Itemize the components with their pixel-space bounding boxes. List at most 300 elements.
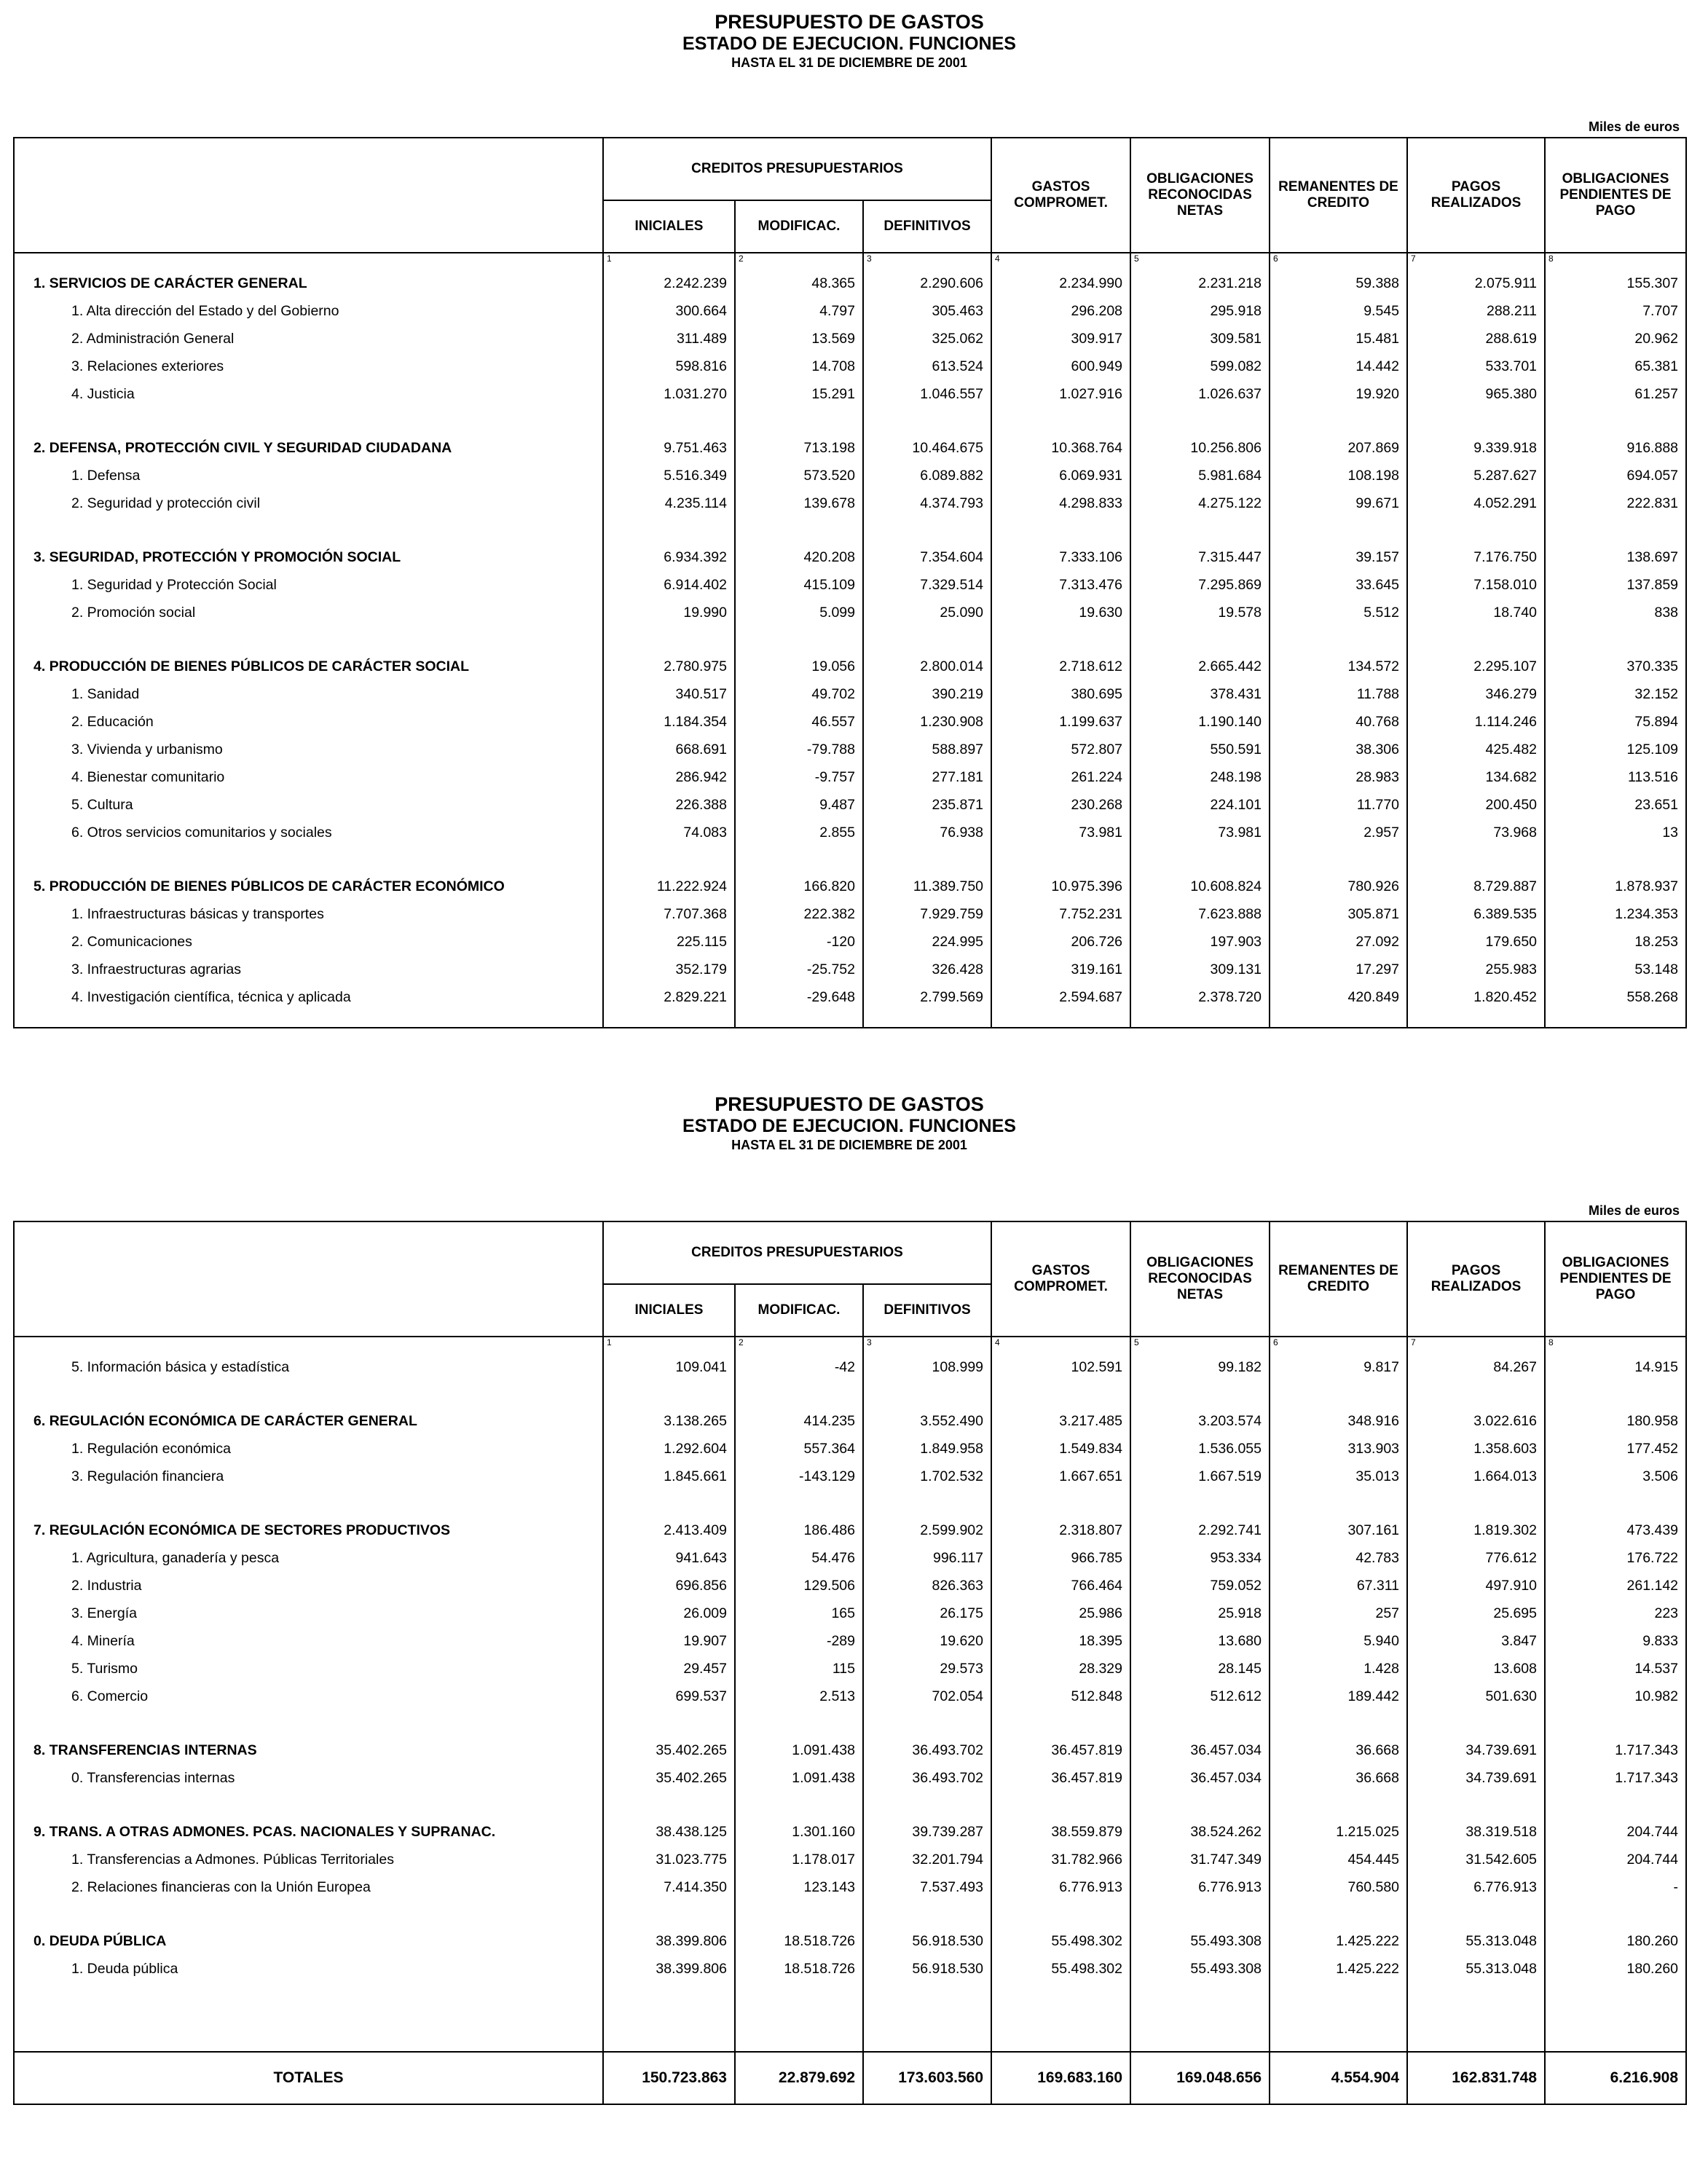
row-label: 2. Promoción social	[14, 599, 603, 626]
row-value: 573.520	[735, 462, 863, 489]
row-value: 46.557	[735, 708, 863, 736]
row-value: 31.023.775	[603, 1846, 735, 1873]
row-value: 696.856	[603, 1572, 735, 1600]
row-value: 473.439	[1545, 1516, 1686, 1544]
row-value: 550.591	[1130, 736, 1270, 763]
end-cell	[991, 1011, 1130, 1028]
page-2	[13, 1085, 1685, 2163]
row-value: 108.198	[1270, 462, 1407, 489]
row-value: 5.512	[1270, 599, 1407, 626]
end-cell	[735, 1011, 863, 1028]
row-label: 4. PRODUCCIÓN DE BIENES PÚBLICOS DE CARÁCTER SOCIAL	[14, 653, 603, 680]
spacer-cell	[14, 1710, 603, 1736]
spacer-cell	[1407, 626, 1545, 653]
row-value: 261.142	[1545, 1572, 1686, 1600]
row-value: 7.623.888	[1130, 900, 1270, 928]
row-value: 1.178.017	[735, 1846, 863, 1873]
table-body-page-2	[14, 1337, 1686, 2052]
function-item-row	[14, 708, 1686, 736]
function-item-row	[14, 1353, 1686, 1381]
report-subtitle-2: ESTADO DE EJECUCION. FUNCIONES	[682, 1116, 1016, 1136]
spacer-cell	[1545, 1983, 1686, 2009]
spacer-cell	[1545, 1490, 1686, 1516]
row-value: 1.667.519	[1130, 1463, 1270, 1490]
row-value: 613.524	[863, 353, 991, 380]
row-value: 19.920	[1270, 380, 1407, 408]
spacer-cell	[863, 517, 991, 543]
end-cell	[863, 1011, 991, 1028]
row-label: 6. Comercio	[14, 1683, 603, 1710]
end-cell	[14, 2035, 603, 2052]
spacer-cell	[863, 1983, 991, 2009]
function-item-row	[14, 1873, 1686, 1901]
column-number: 6	[1270, 253, 1407, 269]
row-label: 9. TRANS. A OTRAS ADMONES. PCAS. NACIONALES Y SUPRANAC.	[14, 1818, 603, 1846]
row-value: 1.358.603	[1407, 1435, 1545, 1463]
row-label: 6. REGULACIÓN ECONÓMICA DE CARÁCTER GENERAL	[14, 1407, 603, 1435]
row-value: 28.329	[991, 1655, 1130, 1683]
row-value: 7.707.368	[603, 900, 735, 928]
spacer-cell	[1130, 1710, 1270, 1736]
row-value: 325.062	[863, 325, 991, 353]
header-creditos: CREDITOS PRESUPUESTARIOS	[603, 1221, 991, 1284]
end-cell	[1545, 1011, 1686, 1028]
spacer-cell	[1407, 2009, 1545, 2035]
spacer-cell	[1545, 408, 1686, 434]
spacer-row	[14, 1901, 1686, 1927]
row-value: 309.131	[1130, 956, 1270, 983]
row-value: 32.201.794	[863, 1846, 991, 1873]
report-date: HASTA EL 31 DE DICIEMBRE DE 2001	[731, 55, 967, 70]
row-label: 5. Cultura	[14, 791, 603, 819]
row-value: 177.452	[1545, 1435, 1686, 1463]
spacer-cell	[735, 2009, 863, 2035]
row-value: 1.230.908	[863, 708, 991, 736]
row-value: 42.783	[1270, 1544, 1407, 1572]
row-value: 74.083	[603, 819, 735, 846]
function-item-row	[14, 380, 1686, 408]
row-value: 36.457.034	[1130, 1736, 1270, 1764]
spacer-cell	[1270, 1792, 1407, 1818]
report-title-2: PRESUPUESTO DE GASTOS	[715, 1093, 984, 1115]
row-label: 2. DEFENSA, PROTECCIÓN CIVIL Y SEGURIDAD CIUDADANA	[14, 434, 603, 462]
row-value: 1.549.834	[991, 1435, 1130, 1463]
spacer-cell	[14, 2009, 603, 2035]
row-value: 3.847	[1407, 1627, 1545, 1655]
row-value: 6.776.913	[1130, 1873, 1270, 1901]
row-value: 1.664.013	[1407, 1463, 1545, 1490]
row-value: 7.414.350	[603, 1873, 735, 1901]
row-value: 3.138.265	[603, 1407, 735, 1435]
row-value: 941.643	[603, 1544, 735, 1572]
spacer-cell	[991, 1901, 1130, 1927]
spacer-cell	[1407, 1490, 1545, 1516]
row-value: 13.680	[1130, 1627, 1270, 1655]
row-value: 180.260	[1545, 1955, 1686, 1983]
row-value: 23.651	[1545, 791, 1686, 819]
row-value: 26.009	[603, 1600, 735, 1627]
row-value: 1.234.353	[1545, 900, 1686, 928]
row-value: 7.295.869	[1130, 571, 1270, 599]
spacer-row	[14, 846, 1686, 873]
row-value: 6.776.913	[991, 1873, 1130, 1901]
row-value: 1.702.532	[863, 1463, 991, 1490]
row-value: 311.489	[603, 325, 735, 353]
row-value: 1.849.958	[863, 1435, 991, 1463]
report-date-2: HASTA EL 31 DE DICIEMBRE DE 2001	[731, 1138, 967, 1152]
spacer-row	[14, 626, 1686, 653]
row-value: 176.722	[1545, 1544, 1686, 1572]
row-value: 2.075.911	[1407, 269, 1545, 297]
row-label: 2. Relaciones financieras con la Unión Europea	[14, 1873, 603, 1901]
row-label: 1. SERVICIOS DE CARÁCTER GENERAL	[14, 269, 603, 297]
row-value: 1.717.343	[1545, 1764, 1686, 1792]
table-end-row	[14, 2035, 1686, 2052]
row-value: -29.648	[735, 983, 863, 1011]
spacer-cell	[735, 517, 863, 543]
function-item-row	[14, 900, 1686, 928]
row-value: 109.041	[603, 1353, 735, 1381]
row-value: 1.091.438	[735, 1736, 863, 1764]
header-remanentes: REMANENTES DE CREDITO	[1270, 138, 1407, 253]
row-value: 36.493.702	[863, 1736, 991, 1764]
row-value: 10.368.764	[991, 434, 1130, 462]
row-value: 2.290.606	[863, 269, 991, 297]
row-value: -79.788	[735, 736, 863, 763]
row-value: 40.768	[1270, 708, 1407, 736]
row-value: 572.807	[991, 736, 1130, 763]
spacer-cell	[735, 408, 863, 434]
row-value: 32.152	[1545, 680, 1686, 708]
totals-value: 169.048.656	[1130, 2052, 1270, 2104]
totals-value: 162.831.748	[1407, 2052, 1545, 2104]
function-item-row	[14, 353, 1686, 380]
row-value: 33.645	[1270, 571, 1407, 599]
end-cell	[735, 2035, 863, 2052]
spacer-cell	[1545, 1710, 1686, 1736]
row-value: 760.580	[1270, 1873, 1407, 1901]
function-group-row	[14, 543, 1686, 571]
row-value: 996.117	[863, 1544, 991, 1572]
header-gastos: GASTOS COMPROMET.	[991, 1221, 1130, 1337]
row-value: 1.215.025	[1270, 1818, 1407, 1846]
row-value: 6.069.931	[991, 462, 1130, 489]
spacer-cell	[1130, 1901, 1270, 1927]
row-value: 8.729.887	[1407, 873, 1545, 900]
row-label: 1. Agricultura, ganadería y pesca	[14, 1544, 603, 1572]
row-value: 166.820	[735, 873, 863, 900]
budget-table-page-2	[13, 1221, 1687, 2105]
row-value: 10.464.675	[863, 434, 991, 462]
row-label: 1. Seguridad y Protección Social	[14, 571, 603, 599]
row-value: 65.381	[1545, 353, 1686, 380]
row-value: 2.413.409	[603, 1516, 735, 1544]
spacer-cell	[603, 1710, 735, 1736]
row-value: 1.292.604	[603, 1435, 735, 1463]
spacer-cell	[735, 846, 863, 873]
row-value: 2.513	[735, 1683, 863, 1710]
spacer-cell	[735, 1983, 863, 2009]
row-label: 5. Turismo	[14, 1655, 603, 1683]
function-group-row	[14, 1927, 1686, 1955]
end-cell	[991, 2035, 1130, 2052]
row-value: 9.751.463	[603, 434, 735, 462]
spacer-row	[14, 1792, 1686, 1818]
row-value: 766.464	[991, 1572, 1130, 1600]
row-value: 14.537	[1545, 1655, 1686, 1683]
row-value: 139.678	[735, 489, 863, 517]
row-value: 10.975.396	[991, 873, 1130, 900]
row-label: 4. Investigación científica, técnica y aplicada	[14, 983, 603, 1011]
row-value: 3.203.574	[1130, 1407, 1270, 1435]
totals-row	[14, 2052, 1686, 2104]
row-value: 3.552.490	[863, 1407, 991, 1435]
spacer-cell	[1407, 1710, 1545, 1736]
row-value: 1.845.661	[603, 1463, 735, 1490]
row-value: 19.056	[735, 653, 863, 680]
row-value: 11.222.924	[603, 873, 735, 900]
row-value: 4.275.122	[1130, 489, 1270, 517]
row-value: 1.026.637	[1130, 380, 1270, 408]
spacer-cell	[863, 1710, 991, 1736]
row-value: 2.231.218	[1130, 269, 1270, 297]
row-value: 38.524.262	[1130, 1818, 1270, 1846]
end-cell	[1407, 1011, 1545, 1028]
row-label: 1. Alta dirección del Estado y del Gobierno	[14, 297, 603, 325]
function-group-row	[14, 653, 1686, 680]
row-value: 54.476	[735, 1544, 863, 1572]
row-value: 36.457.034	[1130, 1764, 1270, 1792]
spacer-cell	[1545, 2009, 1686, 2035]
row-value: 34.739.691	[1407, 1736, 1545, 1764]
row-value: 776.612	[1407, 1544, 1545, 1572]
end-cell	[863, 2035, 991, 2052]
row-value: 200.450	[1407, 791, 1545, 819]
row-value: 352.179	[603, 956, 735, 983]
column-number: 2	[735, 1337, 863, 1353]
row-value: 340.517	[603, 680, 735, 708]
spacer-cell	[863, 2009, 991, 2035]
spacer-cell	[1545, 1901, 1686, 1927]
row-label: 2. Industria	[14, 1572, 603, 1600]
row-label: 1. Infraestructuras básicas y transportes	[14, 900, 603, 928]
row-value: 558.268	[1545, 983, 1686, 1011]
row-value: 59.388	[1270, 269, 1407, 297]
row-value: 197.903	[1130, 928, 1270, 956]
spacer-cell	[991, 846, 1130, 873]
spacer-cell	[603, 2009, 735, 2035]
row-value: 2.292.741	[1130, 1516, 1270, 1544]
row-value: 55.498.302	[991, 1927, 1130, 1955]
spacer-cell	[1545, 626, 1686, 653]
row-value: 1.190.140	[1130, 708, 1270, 736]
column-number: 5	[1130, 253, 1270, 269]
row-value: 5.516.349	[603, 462, 735, 489]
spacer-cell	[14, 1983, 603, 2009]
spacer-cell	[1545, 846, 1686, 873]
end-cell	[603, 1011, 735, 1028]
spacer-cell	[1130, 517, 1270, 543]
row-value: 598.816	[603, 353, 735, 380]
spacer-cell	[991, 1792, 1130, 1818]
function-item-row	[14, 462, 1686, 489]
row-value: 307.161	[1270, 1516, 1407, 1544]
column-number-row	[14, 253, 1686, 269]
spacer-cell	[603, 408, 735, 434]
totals-value: 4.554.904	[1270, 2052, 1407, 2104]
row-value: 1.114.246	[1407, 708, 1545, 736]
row-value: 7.158.010	[1407, 571, 1545, 599]
column-number: 3	[863, 253, 991, 269]
function-item-row	[14, 325, 1686, 353]
function-item-row	[14, 983, 1686, 1011]
spacer-cell	[1270, 1710, 1407, 1736]
column-number: 1	[603, 253, 735, 269]
row-value: 713.198	[735, 434, 863, 462]
row-value: 497.910	[1407, 1572, 1545, 1600]
row-label: 4. Minería	[14, 1627, 603, 1655]
row-value: 6.389.535	[1407, 900, 1545, 928]
row-value: 108.999	[863, 1353, 991, 1381]
spacer-row	[14, 1710, 1686, 1736]
row-value: 309.917	[991, 325, 1130, 353]
spacer-cell	[603, 1381, 735, 1407]
row-value: 14.915	[1545, 1353, 1686, 1381]
row-value: 3.506	[1545, 1463, 1686, 1490]
row-value: 2.295.107	[1407, 653, 1545, 680]
spacer-cell	[991, 408, 1130, 434]
row-value: 1.820.452	[1407, 983, 1545, 1011]
row-label: 2. Seguridad y protección civil	[14, 489, 603, 517]
spacer-cell	[991, 1710, 1130, 1736]
function-item-row	[14, 599, 1686, 626]
row-value: 4.298.833	[991, 489, 1130, 517]
function-item-row	[14, 680, 1686, 708]
row-value: 25.090	[863, 599, 991, 626]
function-group-row	[14, 1407, 1686, 1435]
spacer-cell	[14, 846, 603, 873]
row-label: 3. Vivienda y urbanismo	[14, 736, 603, 763]
spacer-row	[14, 517, 1686, 543]
totals-value: 169.683.160	[991, 2052, 1130, 2104]
row-value: 73.968	[1407, 819, 1545, 846]
row-value: 420.208	[735, 543, 863, 571]
function-item-row	[14, 928, 1686, 956]
row-value: 224.101	[1130, 791, 1270, 819]
row-label: 0. DEUDA PÚBLICA	[14, 1927, 603, 1955]
end-cell	[1130, 1011, 1270, 1028]
row-value: 512.848	[991, 1683, 1130, 1710]
row-value: 1.199.637	[991, 708, 1130, 736]
spacer-cell	[1270, 1901, 1407, 1927]
spacer-cell	[863, 408, 991, 434]
row-value: 966.785	[991, 1544, 1130, 1572]
spacer-cell	[1130, 1381, 1270, 1407]
row-value: 2.780.975	[603, 653, 735, 680]
row-label: 8. TRANSFERENCIAS INTERNAS	[14, 1736, 603, 1764]
row-value: 5.981.684	[1130, 462, 1270, 489]
row-value: 557.364	[735, 1435, 863, 1463]
function-item-row	[14, 1955, 1686, 1983]
row-value: 38.399.806	[603, 1955, 735, 1983]
row-value: 9.817	[1270, 1353, 1407, 1381]
column-number: 2	[735, 253, 863, 269]
end-cell	[1270, 1011, 1407, 1028]
row-value: 19.578	[1130, 599, 1270, 626]
row-value: 694.057	[1545, 462, 1686, 489]
row-label: 5. PRODUCCIÓN DE BIENES PÚBLICOS DE CARÁCTER ECONÓMICO	[14, 873, 603, 900]
header-blank	[14, 138, 603, 253]
spacer-cell	[1130, 1983, 1270, 2009]
spacer-cell	[1270, 1983, 1407, 2009]
header-modificac: MODIFICAC.	[735, 1284, 863, 1337]
spacer-cell	[603, 846, 735, 873]
spacer-cell	[1270, 2009, 1407, 2035]
row-value: 346.279	[1407, 680, 1545, 708]
units-label: Miles de euros	[1588, 119, 1680, 134]
row-value: 36.457.819	[991, 1764, 1130, 1792]
header-pagos: PAGOS REALIZADOS	[1407, 1221, 1545, 1337]
row-value: 10.608.824	[1130, 873, 1270, 900]
row-value: 838	[1545, 599, 1686, 626]
row-value: 134.572	[1270, 653, 1407, 680]
row-value: 13	[1545, 819, 1686, 846]
row-value: 1.819.302	[1407, 1516, 1545, 1544]
row-label: 3. Infraestructuras agrarias	[14, 956, 603, 983]
column-number-row	[14, 1337, 1686, 1353]
row-value: 14.708	[735, 353, 863, 380]
spacer-cell	[14, 1792, 603, 1818]
row-value: 18.518.726	[735, 1927, 863, 1955]
row-label: 2. Comunicaciones	[14, 928, 603, 956]
row-label: 1. Transferencias a Admones. Públicas Territoriales	[14, 1846, 603, 1873]
spacer-cell	[14, 1381, 603, 1407]
row-value: 1.425.222	[1270, 1927, 1407, 1955]
row-label: 3. SEGURIDAD, PROTECCIÓN Y PROMOCIÓN SOCIAL	[14, 543, 603, 571]
spacer-cell	[1270, 517, 1407, 543]
row-value: 313.903	[1270, 1435, 1407, 1463]
row-value: 138.697	[1545, 543, 1686, 571]
row-value: 39.157	[1270, 543, 1407, 571]
row-value: 35.402.265	[603, 1736, 735, 1764]
row-value: 2.800.014	[863, 653, 991, 680]
function-group-row	[14, 1736, 1686, 1764]
row-value: 29.457	[603, 1655, 735, 1683]
spacer-cell	[991, 1490, 1130, 1516]
row-value: 155.307	[1545, 269, 1686, 297]
row-value: 390.219	[863, 680, 991, 708]
row-label: 5. Información básica y estadística	[14, 1353, 603, 1381]
row-value: 588.897	[863, 736, 991, 763]
row-value: 512.612	[1130, 1683, 1270, 1710]
row-value: 14.442	[1270, 353, 1407, 380]
row-value: 7.354.604	[863, 543, 991, 571]
row-value: 137.859	[1545, 571, 1686, 599]
row-value: 6.934.392	[603, 543, 735, 571]
spacer-cell	[1270, 1381, 1407, 1407]
function-group-row	[14, 269, 1686, 297]
function-group-row	[14, 873, 1686, 900]
column-number-blank	[14, 1337, 603, 1353]
row-value: 288.211	[1407, 297, 1545, 325]
row-label: 3. Relaciones exteriores	[14, 353, 603, 380]
row-value: 286.942	[603, 763, 735, 791]
row-label: 2. Educación	[14, 708, 603, 736]
spacer-cell	[14, 626, 603, 653]
header-iniciales: INICIALES	[603, 200, 735, 253]
row-value: 180.958	[1545, 1407, 1686, 1435]
row-value: 11.788	[1270, 680, 1407, 708]
